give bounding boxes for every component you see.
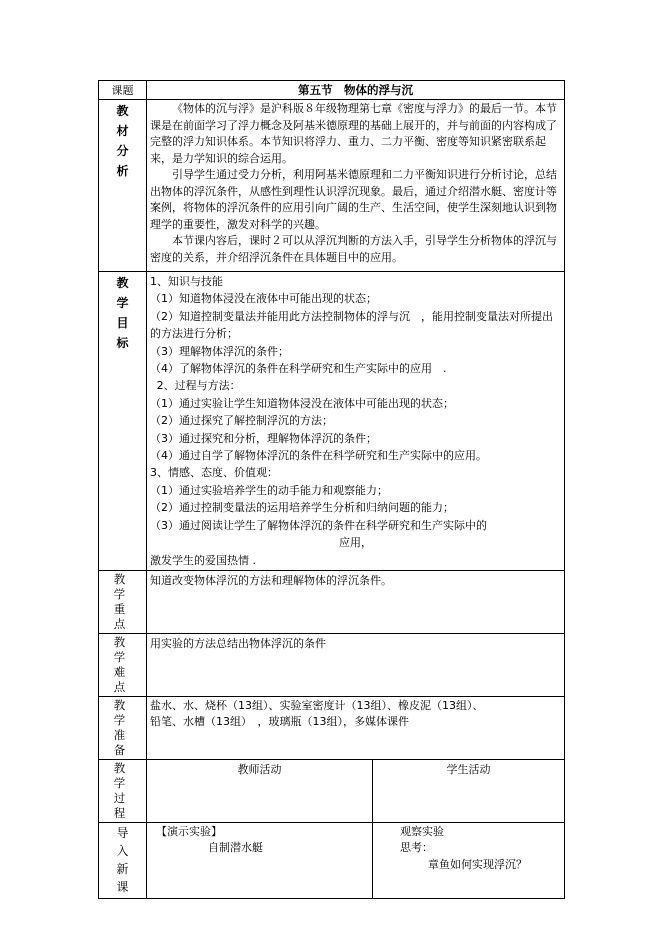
analysis-row <box>99 100 565 272</box>
objective-line: （4）了解物体浮沉的条件在科学研究和生产实际中的应用 . <box>150 362 447 376</box>
intro-student-content <box>373 822 565 898</box>
intro-teacher-line: 自制潜水艇 <box>208 841 263 855</box>
analysis-label <box>99 100 147 272</box>
lesson-plan-table <box>98 80 565 899</box>
intro-row <box>99 822 565 898</box>
analysis-paragraph: 引导学生通过受力分析，利用阿基米德原理和二力平衡知识进行分析讨论，总结出物体的浮沉条件，从感性到理性认识浮沉现象。最后，通过介绍潜水艇、密度计等案例，将物体的浮沉条件的应用引向广阔的生产、生活空间，使学生深刻地认识到物理学的重要性，激发对科学的兴趣。 <box>150 168 557 231</box>
objective-line: 2、过程与方法： <box>156 379 241 393</box>
intro-label-char: 课 <box>116 879 129 894</box>
objective-line: （3）通过阅读让学生了解物体浮沉的条件在科学研究和生产实际中的 <box>150 518 487 532</box>
objectives-label <box>99 272 147 571</box>
objective-line: （2）通过控制变量法的运用培养学生分析和归纳问题的能力； <box>150 501 454 515</box>
preparation-line: 盐水、水、烧杯（13组）、实验室密度计（13组）、橡皮泥（13组）、 <box>150 698 484 712</box>
analysis-paragraph: 《物体的沉与浮》是沪科版８年级物理第七章《密度与浮力》的最后一节。本节课是在前面学习了浮力概念及阿基米德原理的基础上展开的，并与前面的内容构成了完整的浮力知识体系。本节知识将浮力、重力、二力平衡、密度等知识紧密联系起来，是力学知识的综合运用。 <box>150 102 557 165</box>
analysis-label-char: 分 <box>116 144 129 158</box>
intro-label <box>99 822 147 898</box>
objective-line: 1、知识与技能 <box>150 275 223 288</box>
preparation-label-bottom: 准 备 <box>113 727 149 757</box>
objective-line: （1）知道物体浸没在液体中可能出现的状态； <box>150 292 377 306</box>
key-points-label-top: 教 学 <box>113 571 149 601</box>
objective-line: （2）知道控制变量法并能用此方法控制物体的浮与沉 ，能用控制变量法对所提出的方法进行分析； <box>150 309 553 341</box>
student-activity-header: 学生活动 <box>373 759 565 822</box>
intro-label-char: 导 <box>116 825 129 840</box>
preparation-row <box>99 696 565 759</box>
objective-line: 激发学生的爱国热情 . <box>150 553 256 567</box>
key-points-content: 知道改变物体浮沉的方法和理解物体的浮沉条件。 <box>147 570 565 633</box>
objectives-label-char: 学 <box>116 296 129 310</box>
process-label-bottom: 过 程 <box>113 790 149 820</box>
lesson-title: 第五节 物体的浮与沉 <box>147 81 565 100</box>
intro-label-char: 新 <box>116 861 129 876</box>
process-header-row <box>99 759 565 822</box>
topic-label: 课题 <box>99 81 147 100</box>
objectives-content <box>147 272 565 571</box>
objective-line: （3）理解物体浮沉的条件； <box>150 344 289 358</box>
key-points-row <box>99 570 565 633</box>
intro-student-line: 观察实验 <box>400 824 444 838</box>
objectives-label-char: 教 <box>116 276 129 290</box>
title-row <box>99 81 565 100</box>
objective-line: （1）通过实验培养学生的动手能力和观察能力； <box>150 483 388 497</box>
difficulties-label <box>99 633 147 696</box>
objective-line: 应用， <box>339 536 372 550</box>
analysis-label-char: 教 <box>116 104 129 118</box>
analysis-label-char: 析 <box>116 164 129 178</box>
preparation-content <box>147 696 565 759</box>
objectives-row <box>99 272 565 571</box>
process-label <box>99 759 147 822</box>
objective-line: （3）通过探究和分析，理解物体浮沉的条件； <box>150 431 377 445</box>
objective-line: （4）通过自学了解物体浮沉的条件在科学研究和生产实际中的应用。 <box>150 449 487 463</box>
objectives-label-char: 标 <box>116 336 129 350</box>
difficulties-label-bottom: 难 点 <box>113 664 149 694</box>
analysis-paragraph: 本节课内容后，课时２可以从浮沉判断的方法入手，引导学生分析物体的浮沉与密度的关系，并介绍浮沉条件在具体题目中的应用。 <box>150 234 557 264</box>
objective-line: （1）通过实验让学生知道物体浸没在液体中可能出现的状态； <box>150 396 454 410</box>
intro-teacher-line: 【演示实验】 <box>156 824 222 838</box>
key-points-label-bottom: 重 点 <box>113 601 149 631</box>
key-points-label <box>99 570 147 633</box>
intro-student-line: 思考： <box>400 841 433 855</box>
process-label-top: 教 学 <box>113 760 149 790</box>
preparation-label <box>99 696 147 759</box>
objective-line: 3、情感、态度、价值观： <box>150 466 278 480</box>
difficulties-row <box>99 633 565 696</box>
analysis-content <box>147 100 565 272</box>
intro-student-line: 章鱼如何实现浮沉？ <box>428 857 527 871</box>
objectives-label-char: 目 <box>116 316 129 330</box>
preparation-line: 铅笔、水槽（13组） ，玻璃瓶（13组），多媒体课件 <box>150 715 409 729</box>
analysis-label-char: 材 <box>116 124 129 138</box>
preparation-label-top: 教 学 <box>113 697 149 727</box>
objective-line: （2）通过探究了解控制浮沉的方法； <box>150 414 333 428</box>
intro-teacher-content <box>147 822 373 898</box>
difficulties-label-top: 教 学 <box>113 634 149 664</box>
intro-label-char: 入 <box>116 843 129 858</box>
difficulties-content: 用实验的方法总结出物体浮沉的条件 <box>147 633 565 696</box>
teacher-activity-header: 教师活动 <box>147 759 373 822</box>
